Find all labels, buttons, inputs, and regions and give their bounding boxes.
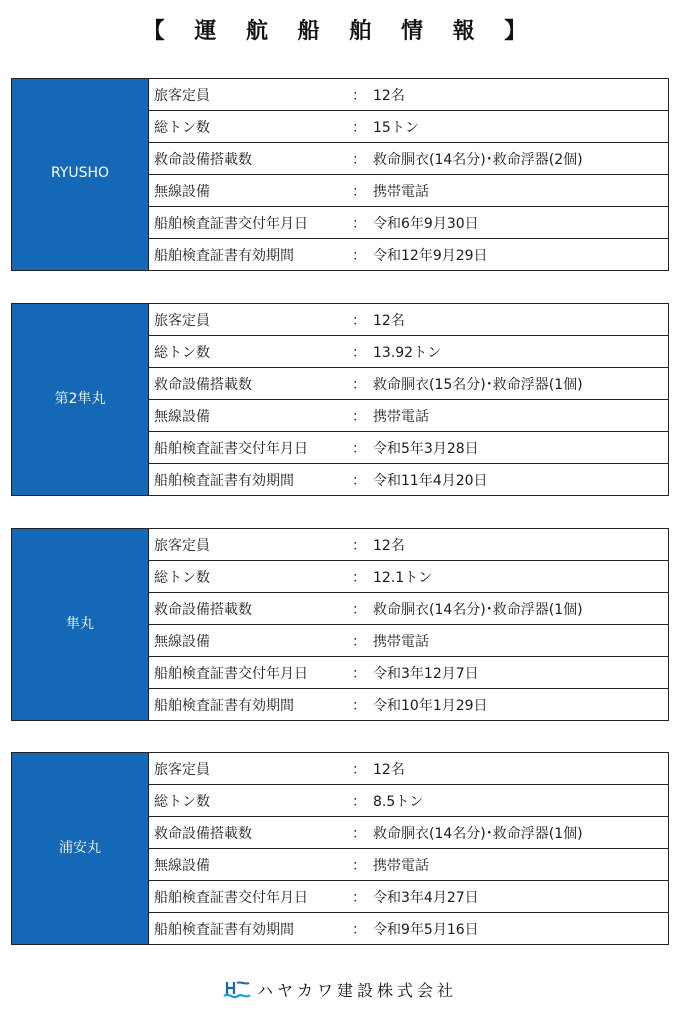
info-row <box>149 913 669 945</box>
page-title: 【 運 航 船 舶 情 報 】 <box>142 19 538 44</box>
vessel-table <box>11 528 669 721</box>
colon: ： <box>352 537 366 554</box>
info-row <box>149 785 669 817</box>
info-label: 救命設備搭載数 <box>154 825 252 842</box>
info-label: 無線設備 <box>154 633 210 650</box>
colon: ： <box>352 312 366 329</box>
colon: ： <box>352 408 366 425</box>
info-row <box>149 207 669 239</box>
info-label: 総トン数 <box>154 793 210 810</box>
colon: ： <box>352 793 366 810</box>
info-row <box>149 143 669 175</box>
colon: ： <box>352 215 366 232</box>
info-label: 旅客定員 <box>154 312 210 329</box>
info-value: 救命胴衣(14名分)･救命浮器(2個) <box>373 151 583 168</box>
info-value: 8.5トン <box>373 793 424 810</box>
info-value: 13.92トン <box>373 344 442 361</box>
info-label: 救命設備搭載数 <box>154 601 252 618</box>
info-value: 携帯電話 <box>373 408 429 425</box>
info-row <box>149 304 669 336</box>
info-value: 12名 <box>373 537 405 554</box>
info-value: 12名 <box>373 761 405 778</box>
info-value: 令和3年4月27日 <box>373 889 479 906</box>
info-label: 船舶検査証書交付年月日 <box>154 440 308 457</box>
info-row <box>149 689 669 721</box>
info-value: 令和3年12月7日 <box>373 665 479 682</box>
colon: ： <box>352 857 366 874</box>
info-value: 携帯電話 <box>373 857 429 874</box>
info-value: 15トン <box>373 119 419 136</box>
info-row <box>149 817 669 849</box>
info-value: 救命胴衣(14名分)･救命浮器(1個) <box>373 825 583 842</box>
info-label: 総トン数 <box>154 119 210 136</box>
info-label: 総トン数 <box>154 344 210 361</box>
info-row <box>149 336 669 368</box>
info-value: 救命胴衣(15名分)･救命浮器(1個) <box>373 376 583 393</box>
info-row <box>149 849 669 881</box>
info-label: 船舶検査証書有効期間 <box>154 472 294 489</box>
colon: ： <box>352 344 366 361</box>
info-label: 船舶検査証書有効期間 <box>154 247 294 264</box>
info-label: 救命設備搭載数 <box>154 151 252 168</box>
info-label: 無線設備 <box>154 857 210 874</box>
info-label: 総トン数 <box>154 569 210 586</box>
colon: ： <box>352 825 366 842</box>
colon: ： <box>352 151 366 168</box>
colon: ： <box>352 569 366 586</box>
info-value: 12.1トン <box>373 569 433 586</box>
info-value: 12名 <box>373 87 405 104</box>
wave-logo-icon <box>223 979 251 1001</box>
info-label: 船舶検査証書有効期間 <box>154 921 294 938</box>
info-row <box>149 881 669 913</box>
info-label: 無線設備 <box>154 408 210 425</box>
info-row <box>149 464 669 496</box>
info-row <box>149 561 669 593</box>
info-value: 12名 <box>373 312 405 329</box>
info-value: 携帯電話 <box>373 633 429 650</box>
colon: ： <box>352 87 366 104</box>
colon: ： <box>352 697 366 714</box>
info-value: 令和9年5月16日 <box>373 921 479 938</box>
colon: ： <box>352 119 366 136</box>
vessel-table <box>11 752 669 945</box>
info-row <box>149 593 669 625</box>
company-footer <box>0 978 680 1001</box>
colon: ： <box>352 665 366 682</box>
colon: ： <box>352 183 366 200</box>
info-value: 令和10年1月29日 <box>373 697 488 714</box>
colon: ： <box>352 601 366 618</box>
colon: ： <box>352 921 366 938</box>
info-row <box>149 368 669 400</box>
info-row <box>149 529 669 561</box>
info-value: 令和5年3月28日 <box>373 440 479 457</box>
info-row <box>149 625 669 657</box>
info-row <box>149 753 669 785</box>
info-value: 救命胴衣(14名分)･救命浮器(1個) <box>373 601 583 618</box>
info-value: 令和6年9月30日 <box>373 215 479 232</box>
info-label: 旅客定員 <box>154 761 210 778</box>
info-row <box>149 432 669 464</box>
info-label: 旅客定員 <box>154 537 210 554</box>
colon: ： <box>352 761 366 778</box>
info-label: 船舶検査証書交付年月日 <box>154 665 308 682</box>
vessel-name: 隼丸 <box>12 529 149 721</box>
vessel-table <box>11 78 669 271</box>
info-row <box>149 79 669 111</box>
info-label: 船舶検査証書有効期間 <box>154 697 294 714</box>
info-label: 船舶検査証書交付年月日 <box>154 215 308 232</box>
info-row <box>149 239 669 271</box>
colon: ： <box>352 472 366 489</box>
vessel-name: 浦安丸 <box>12 753 149 945</box>
vessel-table <box>11 303 669 496</box>
vessel-name: 第2隼丸 <box>12 304 149 496</box>
company-name: ハヤカワ建設株式会社 <box>256 981 457 1000</box>
info-value: 令和12年9月29日 <box>373 247 488 264</box>
colon: ： <box>352 376 366 393</box>
info-row <box>149 657 669 689</box>
info-value: 携帯電話 <box>373 183 429 200</box>
info-label: 救命設備搭載数 <box>154 376 252 393</box>
info-row <box>149 175 669 207</box>
colon: ： <box>352 889 366 906</box>
colon: ： <box>352 440 366 457</box>
vessel-name: RYUSHO <box>12 79 149 271</box>
info-value: 令和11年4月20日 <box>373 472 488 489</box>
info-label: 無線設備 <box>154 183 210 200</box>
info-row <box>149 400 669 432</box>
colon: ： <box>352 247 366 264</box>
info-label: 船舶検査証書交付年月日 <box>154 889 308 906</box>
info-row <box>149 111 669 143</box>
info-label: 旅客定員 <box>154 87 210 104</box>
colon: ： <box>352 633 366 650</box>
